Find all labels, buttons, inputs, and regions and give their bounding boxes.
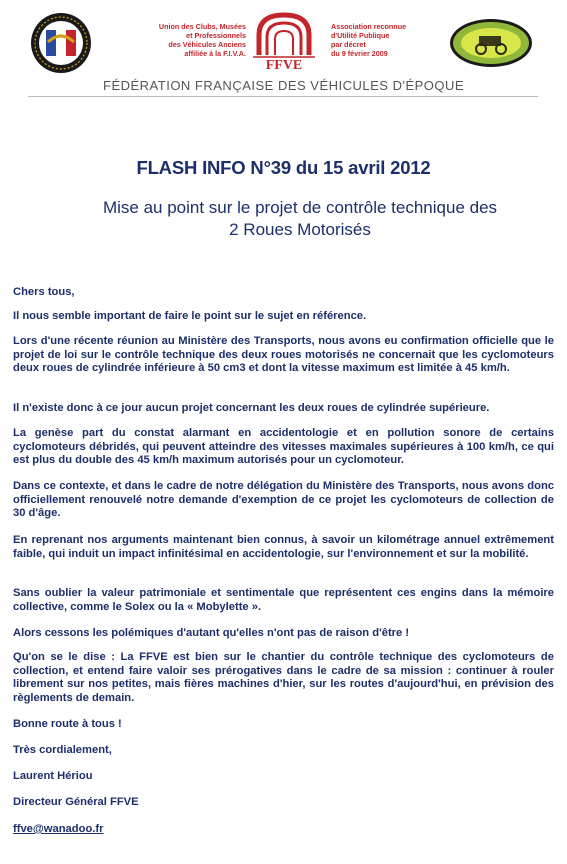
header-left-text	[98, 22, 246, 58]
federation-seal-logo	[30, 12, 92, 74]
closing: Très cordialement,	[13, 744, 112, 756]
paragraph: La genèse part du constat alarmant en accidentologie et en pollution sonore de certains cyclomoteurs débridés, qui peuvent atteindre des vitesses maximales supérieures à 100 km/h, ce qui est plus du double des 45 km/h maximum autorisés pour un cyclomoteur.	[13, 427, 554, 467]
header-left-line: Union des Clubs, Musées	[158, 22, 246, 31]
paragraph: Lors d'une récente réunion au Ministère des Transports, nous avons eu confirmation officielle que le projet de loi sur le contrôle technique des deux roues motorisés ne concernait que les cyclomoteurs deux roues de cylindrée inférieure à 50 cm3 et dont la vitesse maximum est limitée à 45 km/h.	[13, 335, 554, 375]
paragraph: Alors cessons les polémiques d'autant qu'elles n'ont pas de raison d'être !	[13, 627, 410, 639]
flash-info-title: FLASH INFO N°39 du 15 avril 2012	[136, 157, 431, 178]
header-right-line: du 9 février 2009	[331, 49, 388, 58]
header-right-line: Association reconnue	[331, 22, 407, 31]
header-right-line: d'Utilité Publique	[331, 31, 390, 40]
greeting: Chers tous,	[13, 286, 75, 298]
header-divider	[28, 96, 538, 97]
header-left-line: des Véhicules Anciens	[168, 40, 246, 49]
signature-title: Directeur Général FFVE	[13, 796, 139, 808]
signature-name: Laurent Hériou	[13, 770, 93, 782]
federation-title: FÉDÉRATION FRANÇAISE DES VÉHICULES D'ÉPOQUE	[103, 78, 465, 93]
header-left-line: affiliée à la F.I.V.A.	[184, 49, 246, 58]
header-right-text	[331, 22, 451, 58]
email-link[interactable]: ffve@wanadoo.fr	[13, 823, 104, 835]
paragraph: Qu'on se le dise : La FFVE est bien sur le chantier du contrôle technique des cyclomoteurs de collection, et entend faire valoir ses prérogatives dans le cadre de sa mission : continuer à rouler librement sur nos petites, mais fières machines d'hier, sur les routes d'aujourd'hui, en prévision des règlements de demain.	[13, 651, 554, 704]
paragraph: Il n'existe donc à ce jour aucun projet concernant les deux roues de cylindrée supérieure.	[13, 402, 490, 414]
fiva-oval-logo	[449, 18, 533, 68]
letterhead	[0, 0, 567, 100]
email-line	[13, 823, 554, 837]
paragraph: En reprenant nos arguments maintenant bien connus, à savoir un kilométrage annuel extrêmement faible, qui induit un impact infinitésimal en accidentologie, sur l'environnement et sur la mobilité.	[13, 534, 554, 560]
closing: Bonne route à tous !	[13, 718, 122, 730]
header-left-line: et Professionnels	[186, 31, 246, 40]
paragraph: Il nous semble important de faire le point sur le sujet en référence.	[13, 310, 367, 322]
header-right-line: par décret	[331, 40, 366, 49]
subtitle	[40, 197, 560, 241]
ffve-logo-text: FFVE	[265, 58, 303, 71]
paragraph: Dans ce contexte, et dans le cadre de notre délégation du Ministère des Transports, nous avons donc officiellement renouvelé notre demande d'exemption de ce projet les cyclomoteurs de collection de 30 d'âge.	[13, 480, 554, 520]
paragraph: Sans oublier la valeur patrimoniale et sentimentale que représentent ces engins dans la mémoire collective, comme le Solex ou la « Mobylette ».	[13, 587, 554, 613]
ffve-logo	[249, 9, 319, 71]
subtitle-line: Mise au point sur le projet de contrôle technique des	[102, 198, 498, 217]
subtitle-line: 2 Roues Motorisés	[229, 220, 371, 239]
